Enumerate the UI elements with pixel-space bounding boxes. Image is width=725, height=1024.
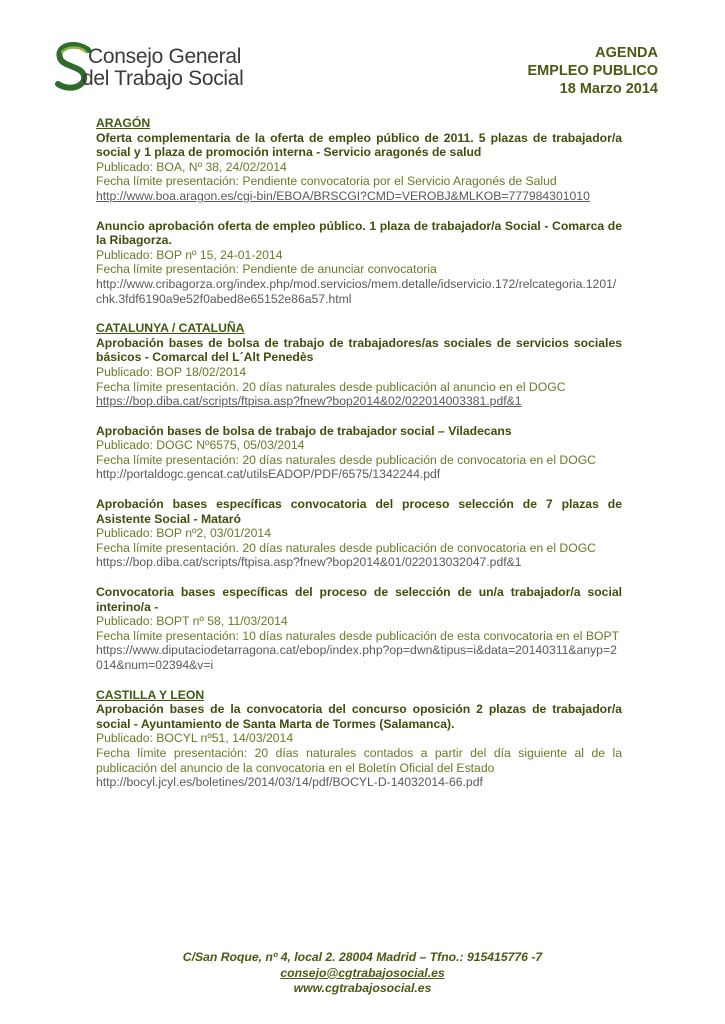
job-entry: [96, 336, 622, 409]
published-info: Publicado: BOP nº2, 03/01/2014: [96, 526, 271, 541]
published-info: Publicado: BOP nº 15, 24-01-2014: [96, 247, 283, 262]
job-title: Aprobación bases de la convocatoria del concurso oposición 2 plazas de trabajador/a social - Ayuntamiento de Santa Marta de Tormes (Salamanca).: [96, 702, 622, 731]
agenda-date: 18 Marzo 2014: [559, 81, 658, 97]
page-footer: [0, 950, 725, 997]
deadline-info: Fecha límite presentación. 20 días naturales desde publicación al anuncio en el DOGC: [96, 379, 566, 394]
job-title: Convocatoria bases específicas del proceso de selección de un/a trabajador/a social interino/a -: [96, 585, 622, 614]
footer-email-link[interactable]: consejo@cgtrabajosocial.es: [280, 965, 445, 980]
region-heading: ARAGÓN: [96, 116, 151, 130]
job-link[interactable]: https://bop.diba.cat/scripts/ftpisa.asp?fnew?bop2014&02/022014003381.pdf&1: [96, 394, 522, 409]
page-header: [0, 0, 725, 110]
footer-web-link[interactable]: www.cgtrabajosocial.es: [293, 981, 432, 995]
job-listings: [96, 116, 622, 790]
deadline-info: Fecha límite presentación: Pendiente de anunciar convocatoria: [96, 262, 437, 277]
job-entry: [96, 585, 622, 673]
job-title: Oferta complementaria de la oferta de empleo público de 2011. 5 plazas de trabajador/a social y 1 plaza de promoción interna - Servicio aragonés de salud: [96, 130, 622, 160]
job-link[interactable]: http://portaldogc.gencat.cat/utilsEADOP/PDF/6575/1342244.pdf: [96, 467, 441, 482]
job-entry: [96, 424, 622, 482]
footer-address: C/San Roque, nº 4, local 2. 28004 Madrid – Tfno.: 915415776 -7: [182, 950, 543, 964]
deadline-info: Fecha límite presentación. 20 días naturales desde publicación de convocatoria en el DOGC: [96, 540, 596, 555]
published-info: Publicado: BOP 18/02/2014: [96, 364, 247, 379]
job-link[interactable]: http://bocyl.jcyl.es/boletines/2014/03/14/pdf/BOCYL-D-14032014-66.pdf: [96, 775, 483, 790]
published-info: Publicado: BOPT nº 58, 11/03/2014: [96, 614, 288, 629]
deadline-info: Fecha límite presentación: Pendiente convocatoria por el Servicio Aragonés de Salud: [96, 174, 557, 189]
job-title: Aprobación bases específicas convocatoria del proceso selección de 7 plazas de Asistente Social - Mataró: [96, 497, 622, 526]
organization-logo: [52, 40, 292, 96]
published-info: Publicado: DOGC Nº6575, 05/03/2014: [96, 438, 305, 453]
job-entry: [96, 219, 622, 307]
logo-text-line2: del Trabajo Social: [82, 67, 244, 90]
logo-text-line1: Consejo General: [88, 45, 242, 68]
job-link[interactable]: https://bop.diba.cat/scripts/ftpisa.asp?fnew?bop2014&01/022013032047.pdf&1: [96, 555, 522, 570]
region-heading: CATALUNYA / CATALUÑA: [96, 321, 245, 336]
agenda-subtitle: EMPLEO PUBLICO: [527, 63, 658, 79]
job-entry: [96, 702, 622, 790]
job-link[interactable]: https://www.diputaciodetarragona.cat/ebop/index.php?op=dwn&tipus=i&data=20140311&anyp=2014&num=02394&v=i: [96, 643, 617, 672]
published-info: Publicado: BOA, Nº 38, 24/02/2014: [96, 159, 287, 174]
job-title: Anuncio aprobación oferta de empleo público. 1 plaza de trabajador/a Social - Comarca de la Ribagorza.: [96, 218, 622, 248]
deadline-info: Fecha límite presentación: 10 días naturales desde publicación de esta convocatoria en el BOPT: [96, 628, 620, 643]
region-heading: CASTILLA Y LEON: [96, 687, 205, 702]
job-entry: [96, 131, 622, 204]
agenda-heading: [527, 44, 658, 98]
deadline-info: Fecha límite presentación: 20 días naturales desde publicación de convocatoria en el DOGC: [96, 452, 596, 467]
published-info: Publicado: BOCYL nº51, 14/03/2014: [96, 731, 294, 746]
job-title: Aprobación bases de bolsa de trabajo de trabajador social – Viladecans: [96, 423, 512, 438]
job-entry: [96, 497, 622, 570]
job-link[interactable]: http://www.boa.aragon.es/cgi-bin/EBOA/BRSCGI?CMD=VEROBJ&MLKOB=777984301010: [96, 188, 590, 203]
job-title: Aprobación bases de bolsa de trabajo de trabajadores/as sociales de servicios sociales básicos - Comarcal del L´Alt Penedès: [96, 335, 622, 365]
job-link[interactable]: http://www.cribagorza.org/index.php/mod.servicios/mem.detalle/idservicio.172/relcategoria.1201/chk.3fdf6190a9e52f0abed8e65152e86a57.html: [96, 276, 617, 306]
agenda-title: AGENDA: [595, 45, 658, 61]
deadline-info: Fecha límite presentación: 20 días naturales contados a partir del día siguiente al de la publicación del anuncio de la convocatoria en el Boletín Oficial del Estado: [96, 745, 622, 775]
